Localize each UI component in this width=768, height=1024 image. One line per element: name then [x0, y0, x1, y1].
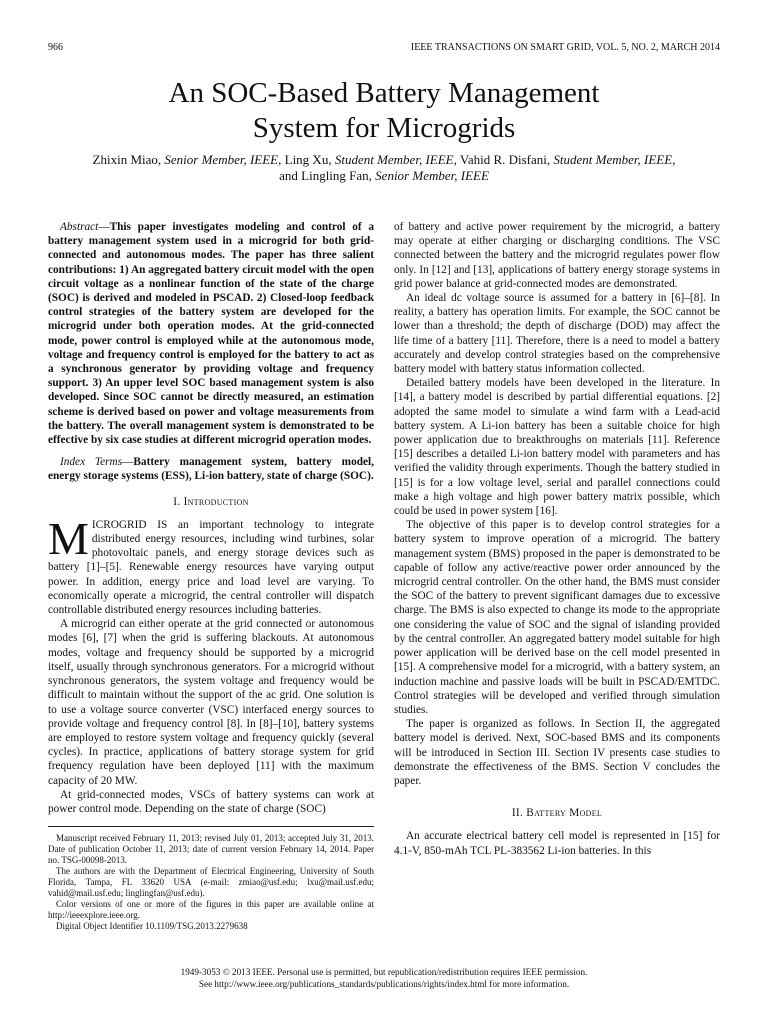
intro-paragraph-2: A microgrid can either operate at the grid connected or autonomous modes [6], [7] when the grid is suffering blackouts. At autonomous modes, voltage and frequency should be supported by a microgrid itself, usually through synchronous generators. For a microgrid without synchronous generators, the system voltage and frequency would be difficult to maintain without the support of the ac grid. One solution is to use a voltage source converter (VSC) interfaced energy sources to provide voltage and frequency control [8]. In [8]–[10], battery systems are employed to restore system voltage and frequency quickly (several cycles). In practice, applications of battery storage system for grid frequency regulation have been deployed [11] with the maximum capacity of 20 MW.	[48, 618, 374, 787]
right-paragraph-2: Detailed battery models have been developed in the literature. In [14], a battery model is described by partial differential equations. [2] adopted the same model to simulate a wind farm with a Lead-acid battery system. A Li-ion battery has been a suitable choice for high power application due to breakthroughs on materials [11]. Reference [15] describes a detailed Li-ion battery model with parameters and has verified the validity through experiments. Though the battery studied in [15] is for a low voltage level, serial and parallel connections could make a high voltage and high power battery matrix possible, which could be used in power system [16].	[394, 377, 720, 518]
author-list: Zhixin Miao, Senior Member, IEEE, Ling Xu, Student Member, IEEE, Vahid R. Disfani, Student Member, IEEE, and Lingling Fan, Senior Member, IEEE	[92, 152, 676, 183]
copyright-line-2: See http://www.ieee.org/publications_standards/publications/rights/index.html for more information.	[198, 979, 570, 989]
abstract-label: Abstract	[60, 221, 99, 233]
footnote-doi: Digital Object Identifier 10.1109/TSG.2013.2279638	[56, 921, 248, 932]
author-and: and	[279, 168, 298, 183]
right-paragraph-4: The paper is organized as follows. In Section II, the aggregated battery model is derived. Next, SOC-based BMS and its components will be introduced in Section III. Section IV presents case studies to demonstrate the effectiveness of the BMS. Section V concludes the paper.	[394, 718, 720, 787]
author-1-role: Senior Member, IEEE	[164, 152, 279, 167]
copyright-notice	[0, 966, 768, 990]
author-3-role: Student Member, IEEE	[553, 152, 673, 167]
footnotes	[48, 826, 374, 932]
right-column	[394, 220, 720, 858]
author-4: Lingling Fan	[301, 168, 369, 183]
intro-p1-text: IS an important technology to integrate distributed energy resources, including wind turbines, solar photovoltaic panels, and energy storage devices such as battery [1]–[5]. Renewable energy resources have varying output power. In addition, energy price and load level are varying. To economically operate a microgrid, the central controller will dispatch controllable distributed energy resources including batteries.	[48, 518, 374, 617]
index-terms-text: Battery management system, battery model, energy storage systems (ESS), Li-ion battery, state of charge (SOC).	[48, 456, 374, 483]
right-paragraph-0: of battery and active power requirement by the microgrid, a battery may operate at either charging or discharging conditions. The VSC connected between the battery and the microgrid regulates power flow only. In [12] and [13], applications of battery energy storage systems in grid power balance at grid-connected modes are demonstrated.	[394, 221, 720, 290]
author-4-role: Senior Member, IEEE	[375, 168, 489, 183]
section-2-number: II.	[511, 807, 524, 820]
author-2: Ling Xu	[284, 152, 329, 167]
journal-header: IEEE TRANSACTIONS ON SMART GRID, VOL. 5, NO. 2, MARCH 2014	[410, 42, 720, 53]
copyright-line-1: 1949-3053 © 2013 IEEE. Personal use is permitted, but republication/redistribution requires IEEE permission.	[180, 967, 588, 977]
abstract-text: This paper investigates modeling and control of a battery management system used in a microgrid for both grid-connected and autonomous modes. The paper has three salient contributions: 1) An aggregated battery circuit model with the open circuit voltage as a nonlinear function of the state of the charge (SOC) is derived and modeled in PSCAD. 2) Closed-loop feedback control strategies of the battery system are developed for the microgrid under both operation modes. At the grid-connected mode, power control is employed while at the autonomous mode, voltage and frequency control is employed for the battery to act as a synchronous generator by providing voltage and frequency support. 3) An upper level SOC based management system is also developed. Since SOC cannot be directly measured, an estimation scheme is derived based on power and voltage measurements from the battery. The overall management system is demonstrated to be effective by six case studies at different microgrid operation modes.	[48, 221, 374, 447]
right-paragraph-1: An ideal dc voltage source is assumed for a battery in [6]–[8]. In reality, a battery has operation limits. For example, the SOC cannot be lower than a threshold; the depth of discharge (DOD) may affect the life time of a battery [11]. Therefore, there is a need to model a battery accurately and develop control strategies based on the comprehensive battery model with battery status information collected.	[394, 292, 720, 376]
section-2-heading	[394, 806, 720, 820]
author-3: Vahid R. Disfani	[459, 152, 547, 167]
right-paragraph-3: The objective of this paper is to develop control strategies for a battery system to improve operation of a microgrid. The battery management system (BMS) proposed in the paper is demonstrated to be capable of follow any active/reactive power order announced by the microgrid central controller. On the other hand, the BMS must consider the SOC of the battery to prevent significant damages due to excessive charge. The BMS is also expected to change its mode to the appropriate one considering the value of SOC and the signal of islanding provided by the central controller. An aggregated battery model suitable for high power application will be derived base on the cell model presented in [15]. A comprehensive model for a microgrid, with a battery system, an induction machine and passive loads will be built in PSCAD/EMTDC. Control strategies will be developed and verified through simulation studies.	[394, 519, 720, 716]
page-number: 966	[48, 42, 63, 53]
drop-cap: M	[48, 512, 89, 564]
section-1-number: I.	[173, 495, 181, 508]
section-1-title: Introduction	[183, 495, 249, 508]
title-line-1: An SOC-Based Battery Management	[168, 77, 600, 109]
section-1-heading	[48, 495, 374, 509]
footnote-color: Color versions of one or more of the figures in this paper are available online at http://ieeexplore.ieee.org.	[48, 899, 374, 921]
title-line-2: System for Microgrids	[252, 112, 516, 144]
intro-lead-word: ICROGRID	[91, 518, 147, 531]
index-terms-label: Index Terms	[60, 456, 123, 469]
footnote-manuscript: Manuscript received February 11, 2013; revised July 01, 2013; accepted July 31, 2013. Date of publication October 11, 2013; date of current version February 14, 2014. Paper no. TSG-00098-2013.	[48, 833, 374, 866]
left-column	[48, 220, 374, 932]
author-1: Zhixin Miao	[92, 152, 158, 167]
right-paragraph-5: An accurate electrical battery cell model is represented in [15] for 4.1-V, 850-mAh TCL PL-383562 Li-ion batteries. In this	[394, 830, 720, 857]
index-terms: Index Terms—Battery management system, battery model, energy storage systems (ESS), Li-ion battery, state of charge (SOC).	[48, 456, 374, 483]
author-2-role: Student Member, IEEE	[334, 152, 454, 167]
abstract: Abstract—This paper investigates modeling and control of a battery management system used in a microgrid for both grid-connected and autonomous modes. The paper has three salient contributions: 1) An aggregated battery circuit model with the open circuit voltage as a nonlinear function of the state of the charge (SOC) is derived and modeled in PSCAD. 2) Closed-loop feedback control strategies of the battery system are developed for the microgrid under both operation modes. At the grid-connected mode, power control is employed while at the autonomous mode, voltage and frequency control is employed for the battery to act as a synchronous generator by providing voltage and frequency support. 3) An upper level SOC based management system is also developed. Since SOC cannot be directly measured, an estimation scheme is derived based on power and voltage measurements from the battery. The overall management system is demonstrated to be effective by six case studies at different microgrid operation modes.	[48, 221, 374, 447]
footnote-affiliation: The authors are with the Department of Electrical Engineering, University of South Florida, Tampa, FL 33620 USA (e-mail: zmiao@usf.edu; lxu@mail.usf.edu; vahid@mail.usf.edu; linglingfan@usf.edu).	[48, 866, 374, 899]
intro-paragraph-1	[48, 512, 374, 617]
intro-paragraph-3: At grid-connected modes, VSCs of battery systems can work at power control mode. Depending on the state of charge (SOC)	[48, 788, 374, 815]
section-2-title: Battery Model	[526, 807, 603, 820]
paper-title	[0, 76, 768, 146]
